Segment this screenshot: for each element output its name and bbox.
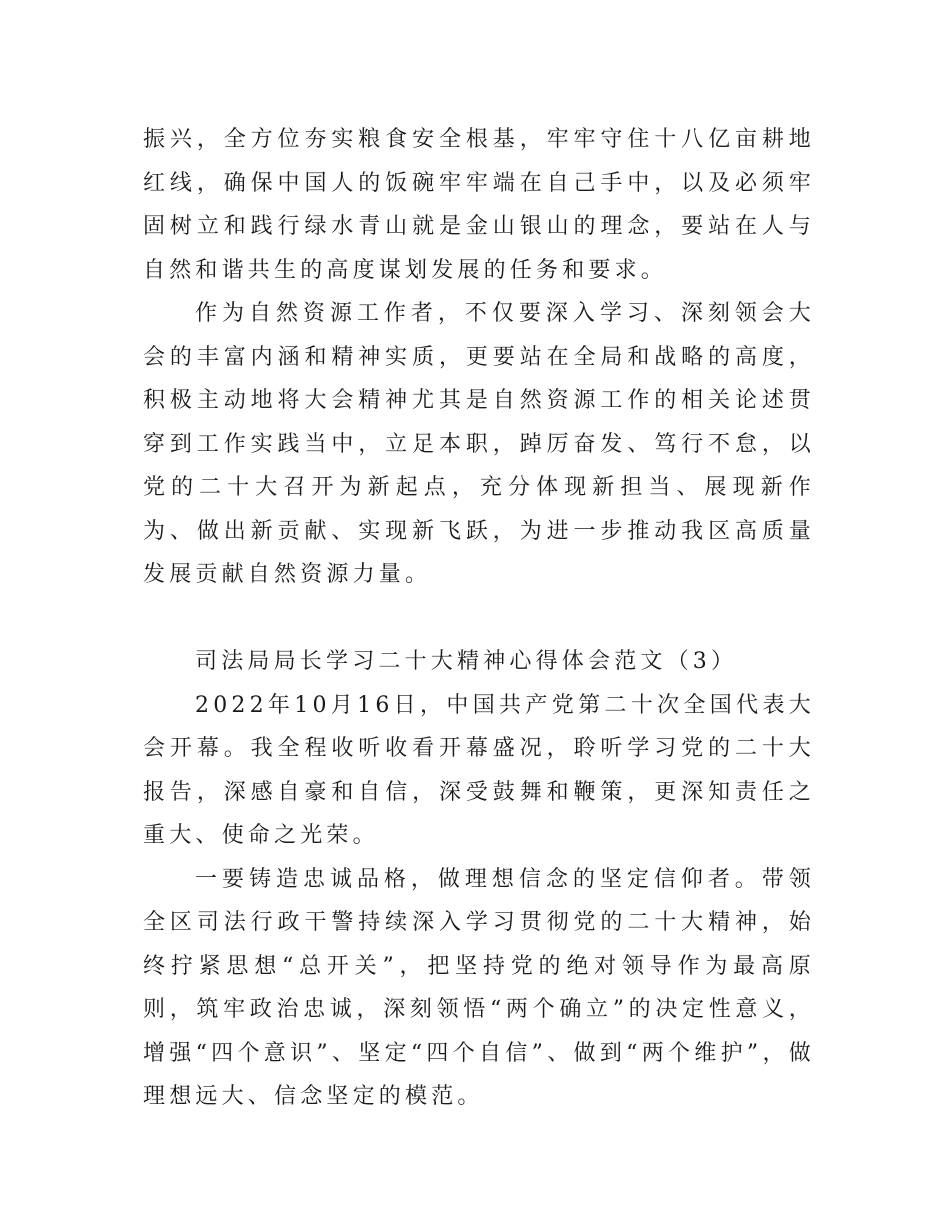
document-body	[143, 118, 815, 1119]
section-spacer	[143, 597, 815, 641]
paragraph-natural-resources: 作为自然资源工作者，不仅要深入学习、深刻领会大会的丰富内涵和精神实质，更要站在全局和战略的高度，积极主动地将大会精神尤其是自然资源工作的相关论述贯穿到工作实践当中，立足本职，踔厉奋发、笃行不怠，以党的二十大召开为新起点，充分体现新担当、展现新作为、做出新贡献、实现新飞跃，为进一步推动我区高质量发展贡献自然资源力量。	[143, 301, 815, 587]
paragraph-continued: 振兴，全方位夯实粮食安全根基，牢牢守住十八亿亩耕地红线，确保中国人的饭碗牢牢端在自己手中，以及必须牢固树立和践行绿水青山就是金山银山的理念，要站在人与自然和谐共生的高度谋划发展的任务和要求。	[143, 127, 815, 283]
paragraph-congress-opening: 2022年10月16日，中国共产党第二十次全国代表大会开幕。我全程收听收看开幕盛况，聆听学习党的二十大报告，深感自豪和自信，深受鼓舞和鞭策，更深知责任之重大、使命之光荣。	[143, 692, 815, 848]
section-title: 司法局局长学习二十大精神心得体会范文（3）	[195, 649, 738, 674]
paragraph-loyalty: 一要铸造忠诚品格，做理想信念的坚定信仰者。带领全区司法行政干警持续深入学习贯彻党的二十大精神，始终拧紧思想“总开关”，把坚持党的绝对领导作为最高原则，筑牢政治忠诚，深刻领悟“两个确立”的决定性意义，增强“四个意识”、坚定“四个自信”、做到“两个维护”，做理想远大、信念坚定的模范。	[143, 866, 815, 1109]
